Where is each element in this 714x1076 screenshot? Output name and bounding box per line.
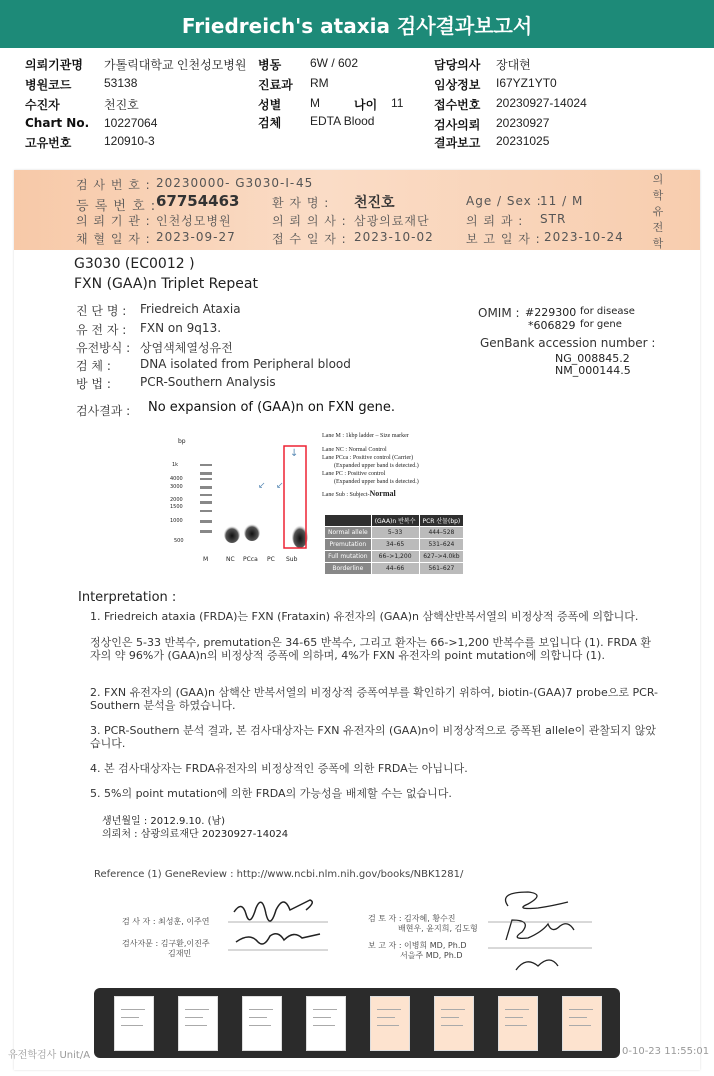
page-thumbnail-strip <box>94 988 620 1058</box>
department-vertical-label: 의학유전학 <box>652 173 664 250</box>
legend-pcca: Lane PCca : Positive control (Carrier) <box>322 455 414 461</box>
gel-tick-1k: 1k <box>172 462 179 468</box>
gel-bp-label: bp <box>178 438 186 445</box>
ref-th-0 <box>325 515 372 527</box>
omim-gene-note: for gene <box>580 319 622 330</box>
label-institution: 의뢰기관명 <box>25 58 83 72</box>
interp-1: 1. Friedreich ataxia (FRDA)는 FXN (Frataxin) 유전자의 (GAA)n 삼핵산반복서열의 비정상적 증폭에 의합니다. <box>90 610 639 623</box>
coll: 2023-09-27 <box>156 230 236 244</box>
value-report-date: 20231025 <box>496 134 550 148</box>
value-sex: M <box>310 96 320 110</box>
interpretation-title: Interpretation : <box>78 590 177 605</box>
thumbnail-page-7[interactable] <box>498 996 538 1051</box>
lane-legend <box>322 432 419 499</box>
value-unique-no: 120910-3 <box>104 134 155 148</box>
label-hospital-code: 병원코드 <box>25 78 72 92</box>
value-dept: RM <box>310 76 329 90</box>
value-receipt-no: 20230927-14024 <box>496 96 587 110</box>
doc-label: 의 뢰 의 사 : <box>272 214 347 228</box>
gel-tick-4000: 4000 <box>170 476 183 482</box>
ref-row-full: Full mutation 66–>1,200 627–>4.0kb <box>325 551 464 563</box>
diag-label: 진 단 명 : <box>76 304 127 318</box>
arrow-sub: ↓ <box>290 448 299 459</box>
ref-row-borderline: Borderline 44–66 561–627 <box>325 563 464 575</box>
interp-5: 5. 5%의 point mutation에 의한 FRDA의 가능성을 배제할 수는 없습니다. <box>90 787 452 800</box>
lane-label-pcca: PCca <box>243 556 258 563</box>
lane-label-sub: Sub <box>286 556 298 563</box>
sign-advisor-2: 김재민 <box>168 949 192 958</box>
spec-label: 검 체 : <box>76 359 111 373</box>
reg-no-label: 등 록 번 호 : <box>76 199 157 214</box>
lane-label-pc: PC <box>267 556 275 563</box>
signature-tester <box>228 894 338 956</box>
birth-info: 생년월일 : 2012.9.10. (남) <box>102 816 226 827</box>
recv: 2023-10-02 <box>354 230 434 244</box>
value-request-date: 20230927 <box>496 116 550 130</box>
coll-label: 채 혈 일 자 : <box>76 232 151 246</box>
thumbnail-page-8[interactable] <box>562 996 602 1051</box>
doc: 삼광의료재단 <box>354 214 430 228</box>
inherit: 상염색체열성유전 <box>140 341 233 355</box>
omim-disease-note: for disease <box>580 306 635 317</box>
interp-4: 4. 본 검사대상자는 FRDA유전자의 비정상적인 증폭에 의한 FRDA는 아닙니다. <box>90 762 468 775</box>
omim-gene: *606829 <box>528 319 576 332</box>
requester-info: 의뢰처 : 삼광의료재단 20230927-14024 <box>102 829 289 840</box>
inherit-label: 유전방식 : <box>76 341 131 355</box>
ref-th-2: PCR 산물(bp) <box>419 515 464 527</box>
legend-pc-note: (Expanded upper band is detected.) <box>334 479 419 485</box>
agesex: 11 / M <box>540 194 584 208</box>
genbank-label: GenBank accession number : <box>480 336 656 350</box>
label-sex: 성별 <box>258 98 282 112</box>
arrow-pc: ↙ <box>276 481 284 491</box>
genbank-1: NG_008845.2 <box>555 352 630 365</box>
agesex-label: Age / Sex : <box>466 194 542 208</box>
thumbnail-page-6[interactable] <box>434 996 474 1051</box>
legend-m: Lane M : 1kbp ladder – Size marker <box>322 433 409 439</box>
lane-label-nc: NC <box>226 556 235 563</box>
label-age: 나이 <box>354 98 378 112</box>
value-hospital-code: 53138 <box>104 76 138 90</box>
value-institution: 가톨릭대학교 인천성모병원 <box>104 58 247 72</box>
ladder-lane <box>200 464 212 533</box>
footer-left: 유전학검사 Unit/A <box>8 1050 91 1061</box>
patient-header <box>0 52 714 152</box>
sign-reporter-2: 서을주 MD, Ph.D <box>400 951 463 960</box>
test-no-label: 검 사 번 호 : <box>76 178 151 192</box>
sign-reporter: 보 고 자 : 이병희 MD, Ph.D <box>368 941 467 950</box>
method-label: 방 법 : <box>76 377 111 391</box>
thumbnail-page-2[interactable] <box>178 996 218 1051</box>
reference-citation: Reference (1) GeneReview : http://www.ncbi.nlm.nih.gov/books/NBK1281/ <box>94 869 464 880</box>
value-age: 11 <box>391 96 404 110</box>
sign-reviewer: 검 토 자 : 김자혜, 황수진 <box>368 914 456 923</box>
test-no-suffix: 45 <box>296 176 314 190</box>
inst: 인천성모병원 <box>156 214 232 228</box>
label-receipt-no: 접수번호 <box>434 98 481 112</box>
band-pcca <box>244 523 260 541</box>
test-name: FXN (GAA)n Triplet Repeat <box>74 276 258 292</box>
gel-tick-500: 500 <box>174 538 184 544</box>
label-specimen: 검체 <box>258 116 282 130</box>
rep: 2023-10-24 <box>544 230 624 244</box>
gel-tick-1500: 1500 <box>170 504 183 510</box>
thumbnail-page-3[interactable] <box>242 996 282 1051</box>
legend-sub-result: Normal <box>369 489 396 498</box>
value-ward: 6W / 602 <box>310 56 359 70</box>
scanned-report <box>14 170 700 1070</box>
omim-disease: #229300 <box>525 306 577 319</box>
label-request-date: 검사의뢰 <box>434 118 481 132</box>
method: PCR-Southern Analysis <box>140 375 276 389</box>
band-nc <box>224 525 240 543</box>
ref-th-1: (GAA)n 반복수 <box>371 515 419 527</box>
interp-2: 2. FXN 유전자의 (GAA)n 삼핵산 반복서열의 비정상적 증폭여부를 확인하기 위하여, biotin-(GAA)7 probe으로 PCR-Southern 분석을 하였습니다. <box>90 686 659 712</box>
sign-reviewer-2: 배현우, 윤지희, 김도형 <box>398 924 478 933</box>
sign-tester: 검 사 자 : 최성훈, 이주연 <box>122 917 210 926</box>
diag: Friedreich Ataxia <box>140 302 241 316</box>
label-ward: 병동 <box>258 58 282 72</box>
gel-tick-2000: 2000 <box>170 497 183 503</box>
legend-pcca-note: (Expanded upper band is detected.) <box>334 463 419 469</box>
arrow-pcca: ↙ <box>258 481 266 491</box>
report-info-band <box>14 170 700 250</box>
spec: DNA isolated from Peripheral blood <box>140 357 351 371</box>
result: No expansion of (GAA)n on FXN gene. <box>148 400 396 415</box>
reg-no: 67754463 <box>156 192 240 210</box>
result-label: 검사결과 : <box>76 404 131 418</box>
legend-pc: Lane PC : Positive control <box>322 471 386 477</box>
gene: FXN on 9q13. <box>140 321 222 335</box>
label-report-date: 결과보고 <box>434 136 481 150</box>
omim-label: OMIM : <box>478 306 520 320</box>
gel-bands <box>190 444 320 550</box>
thumbnail-page-4[interactable] <box>306 996 346 1051</box>
label-dept: 진료과 <box>258 78 293 92</box>
name-label: 환 자 명 : <box>272 196 330 210</box>
genbank-2: NM_000144.5 <box>555 364 631 377</box>
gene-label: 유 전 자 : <box>76 323 127 337</box>
ref-row-premutation: Premutation 34–65 531–624 <box>325 539 464 551</box>
recv-label: 접 수 일 자 : <box>272 232 347 246</box>
reference-range-table <box>324 514 464 575</box>
value-doctor: 장대현 <box>496 58 531 72</box>
value-specimen: EDTA Blood <box>310 114 375 128</box>
ref-label: 의 뢰 과 : <box>466 214 524 228</box>
label-unique-no: 고유번호 <box>25 136 72 150</box>
value-patient: 천진호 <box>104 98 139 112</box>
rep-label: 보 고 일 자 : <box>466 232 541 246</box>
label-chart-no: Chart No. <box>25 116 90 130</box>
interp-3: 3. PCR-Southern 분석 결과, 본 검사대상자는 FXN 유전자의 (GAA)n이 비정상적으로 증폭된 allele이 관찰되지 않았습니다. <box>90 724 656 750</box>
interp-1b: 정상인은 5-33 반복수, premutation은 34-65 반복수, 그리고 환자는 66->1,200 반복수를 보입니다 (1). FRDA 환자의 약 96%가 (GAA)n의 비정상적 증폭에 의하며, 4%가 FXN 유전자의 point mutation에 의합니다 (1). <box>90 636 652 662</box>
label-clinical: 임상정보 <box>434 78 481 92</box>
patient-name: 천진호 <box>354 195 395 211</box>
footer-right: 0-10-23 11:55:01 <box>622 1046 710 1057</box>
lane-label-m: M <box>203 556 209 563</box>
gel-tick-3000: 3000 <box>170 484 183 490</box>
test-no: 20230000- G3030-I- <box>156 176 296 190</box>
test-code: G3030 (EC0012 ) <box>74 256 195 272</box>
value-clinical: I67YZ1YT0 <box>496 76 557 90</box>
ref-table-header-row <box>325 515 464 527</box>
thumbnail-page-5[interactable] <box>370 996 410 1051</box>
thumbnail-page-1[interactable] <box>114 996 154 1051</box>
gel-tick-1000: 1000 <box>170 518 183 524</box>
gel-figure <box>160 436 320 566</box>
label-patient: 수진자 <box>25 98 60 112</box>
signature-reviewer <box>488 882 598 974</box>
ref-row-normal: Normal allele 5–33 444–528 <box>325 527 464 539</box>
value-chart-no: 10227064 <box>104 116 158 130</box>
inst-label: 의 뢰 기 관 : <box>76 214 151 228</box>
report-title: Friedreich's ataxia 검사결과보고서 <box>0 0 714 48</box>
legend-sub: Lane Sub : Subject- <box>322 492 370 498</box>
label-doctor: 담당의사 <box>434 58 481 72</box>
legend-nc: Lane NC : Normal Control <box>322 447 387 453</box>
ref: STR <box>540 212 567 226</box>
sign-advisor: 검사자문 : 김구환,이진주 <box>122 939 210 948</box>
